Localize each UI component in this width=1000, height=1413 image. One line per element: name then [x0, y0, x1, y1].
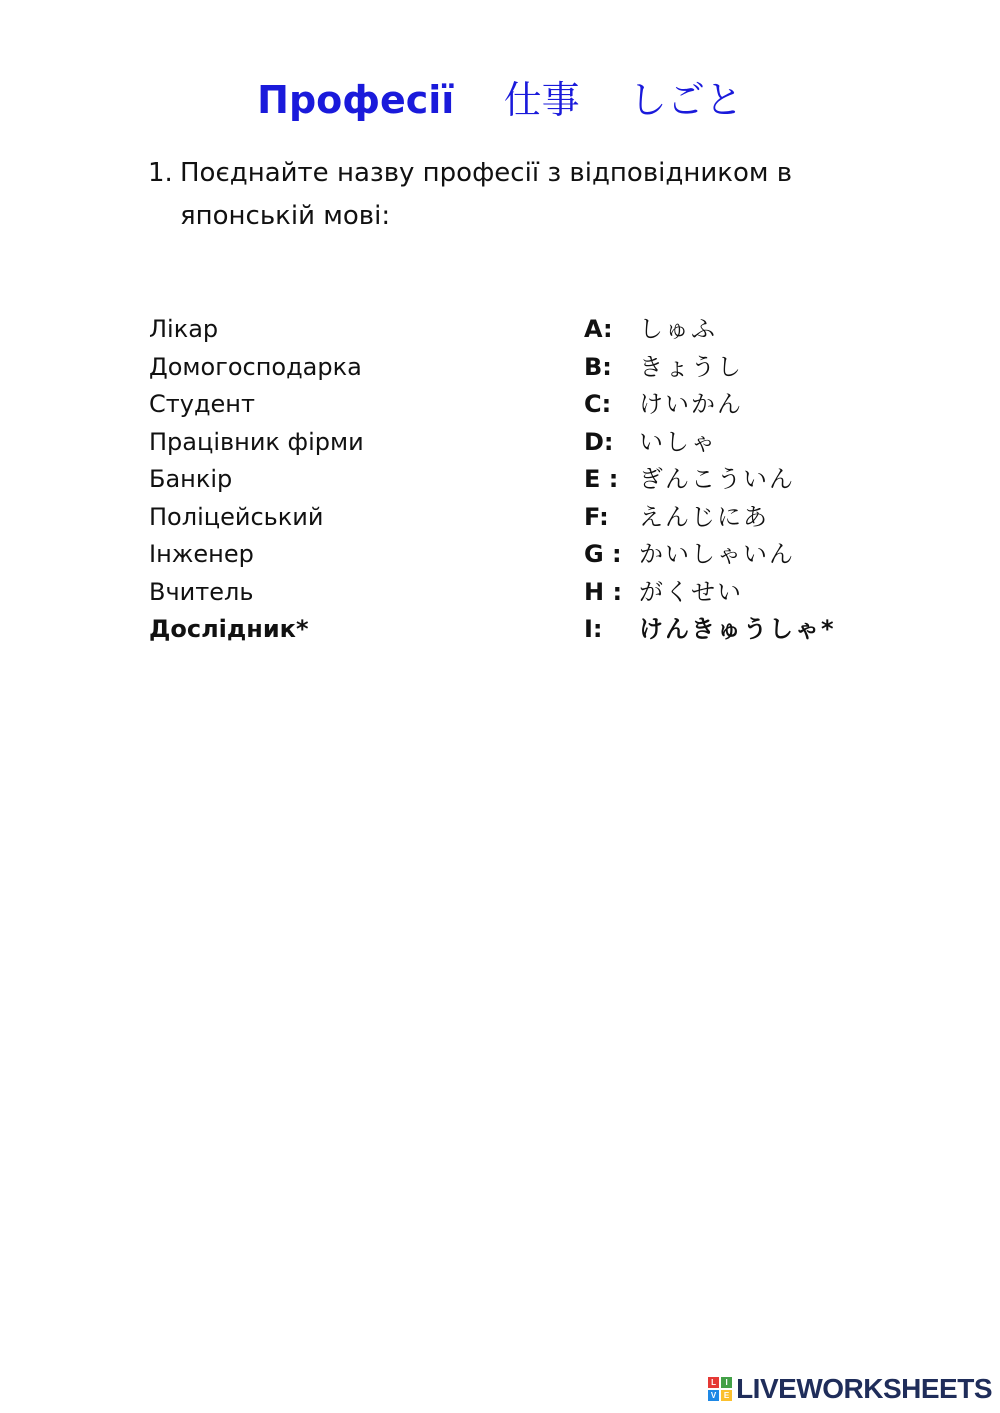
match-row [149, 461, 869, 499]
match-row [149, 424, 869, 462]
answer-letter: D: [584, 427, 614, 456]
profession-ukrainian: Лікар [149, 315, 219, 343]
liveworksheets-logo [708, 1371, 992, 1407]
logo-mark-tile: E [721, 1390, 732, 1401]
title-kana: しごと [628, 78, 743, 122]
profession-ukrainian: Дослідник* [149, 615, 309, 643]
match-row [149, 349, 869, 387]
profession-japanese: いしゃ [639, 427, 717, 456]
profession-japanese: かいしゃいん [639, 540, 795, 568]
answer-letter: A: [584, 315, 613, 343]
profession-japanese: けいかん [639, 390, 743, 418]
profession-japanese: えんじにあ [639, 502, 769, 531]
match-row [149, 386, 869, 424]
profession-japanese: けんきゅうしゃ* [639, 615, 836, 643]
match-row [149, 611, 869, 649]
answer-letter: F: [584, 502, 609, 531]
title-kanji: 仕事 [503, 78, 580, 122]
answer-letter: B: [584, 352, 612, 381]
profession-ukrainian: Вчитель [149, 577, 254, 606]
logo-text: LIVEWORKSHEETS [736, 1373, 992, 1404]
title-ukrainian: Професії [257, 78, 455, 122]
profession-japanese: しゅふ [639, 315, 717, 343]
logo-mark-tile: L [708, 1377, 719, 1388]
match-row [149, 311, 869, 349]
instruction-text: Поєднайте назву професії з відповідником в японській мові: [180, 158, 793, 231]
answer-letter: H : [584, 577, 623, 606]
answer-letter: E : [584, 465, 619, 493]
matching-list [149, 311, 869, 649]
logo-mark-icon [708, 1377, 732, 1401]
answer-letter: C: [584, 390, 612, 418]
instruction-number: 1. [148, 158, 173, 188]
profession-ukrainian: Домогосподарка [149, 352, 362, 381]
profession-ukrainian: Інженер [149, 540, 254, 568]
profession-ukrainian: Банкір [149, 465, 233, 493]
page-title [0, 74, 1000, 126]
profession-japanese: がくせい [639, 577, 743, 606]
logo-mark-tile: I [721, 1377, 732, 1388]
profession-japanese: きょうし [639, 352, 743, 381]
answer-letter: I: [584, 615, 603, 643]
match-row [149, 499, 869, 537]
profession-ukrainian: Студент [149, 390, 255, 418]
match-row [149, 574, 869, 612]
logo-mark-tile: V [708, 1390, 719, 1401]
instruction [148, 152, 868, 238]
profession-ukrainian: Поліцейський [149, 502, 324, 531]
profession-japanese: ぎんこういん [639, 465, 795, 493]
answer-letter: G : [584, 540, 622, 568]
profession-ukrainian: Працівник фірми [149, 427, 364, 456]
match-row [149, 536, 869, 574]
